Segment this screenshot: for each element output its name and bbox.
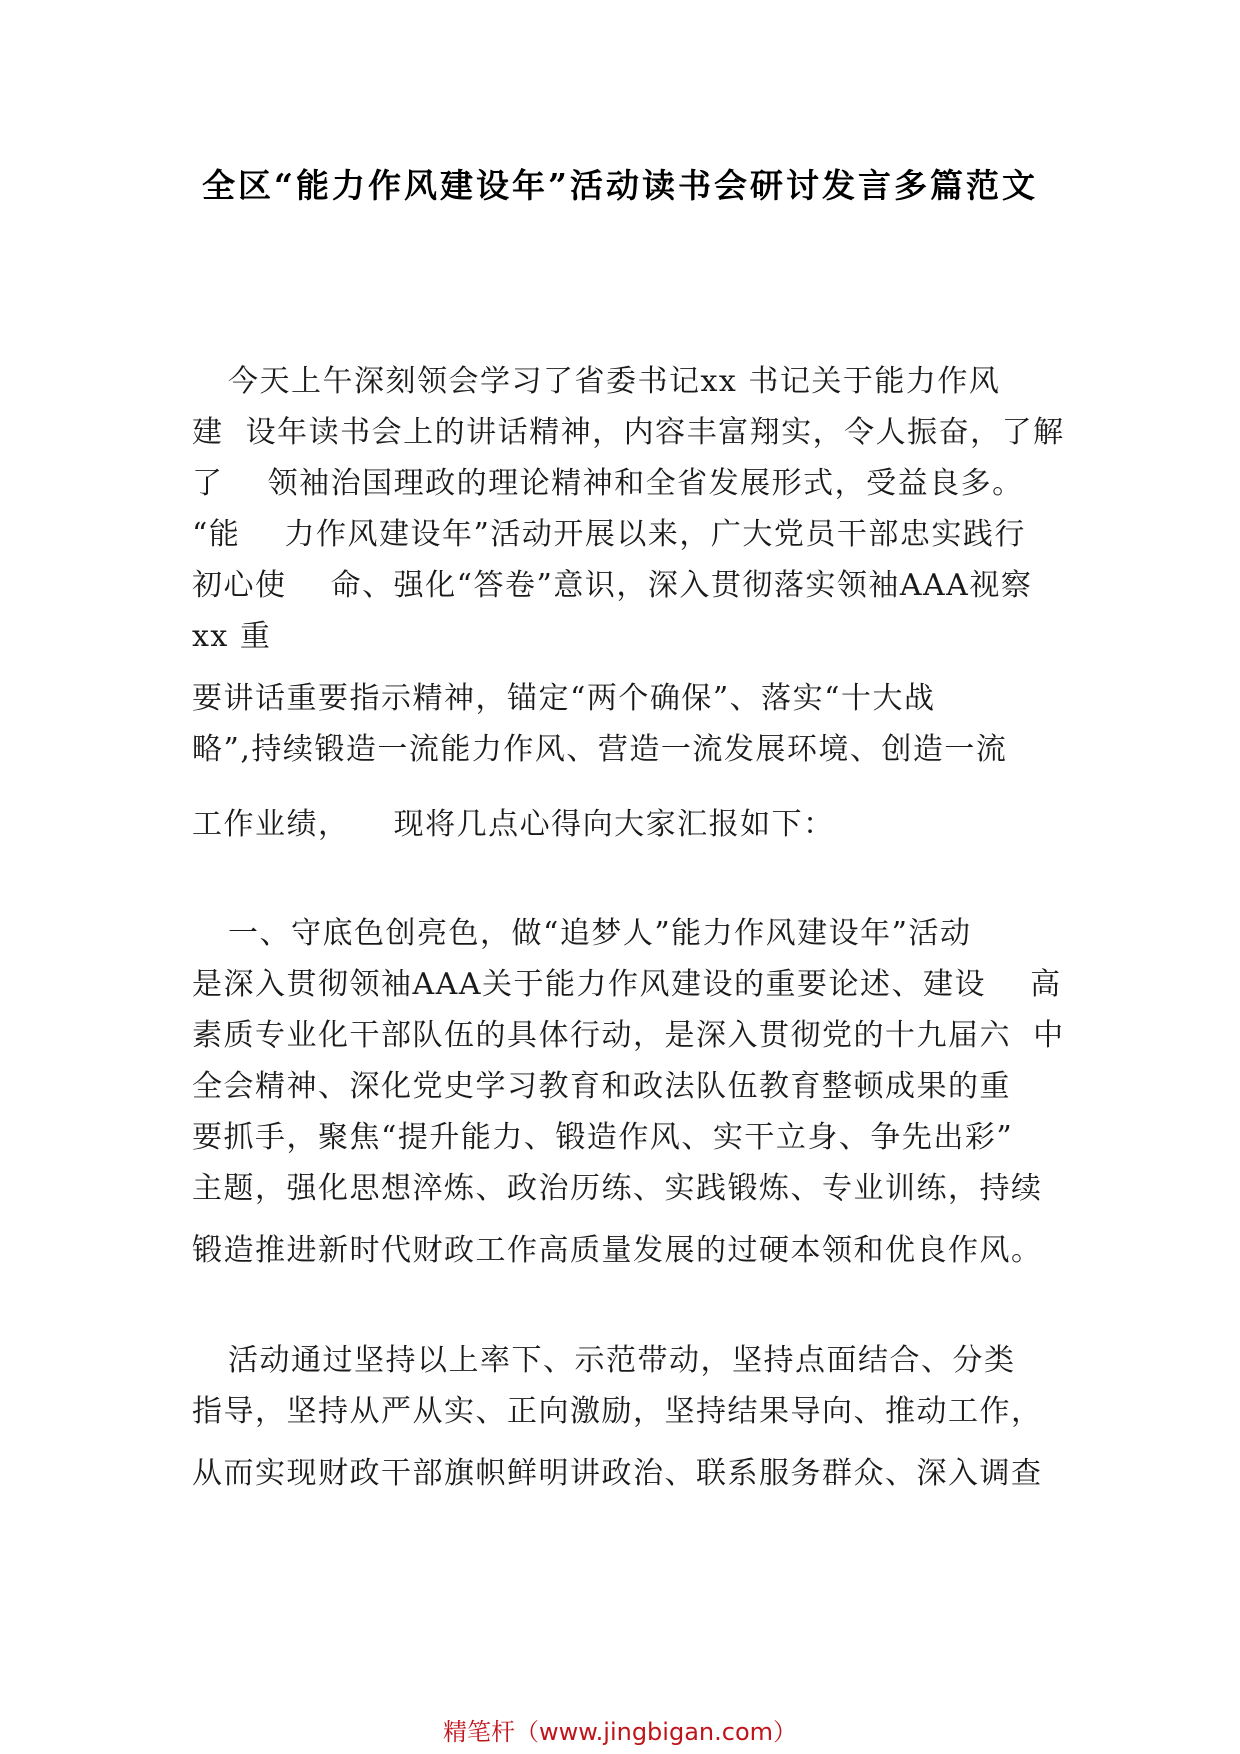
- document-title: 全区“能力作风建设年”活动读书会研讨发言多篇范文: [202, 166, 1038, 205]
- body-line: 略”,持续锻造一流能力作风、营造一流发展环境、创造一流: [192, 732, 1008, 767]
- body-line: 指导，坚持从严从实、正向激励，坚持结果导向、推动工作，: [192, 1394, 1043, 1429]
- body-line: 要讲话重要指示精神，锚定“两个确保”、落实“十大战: [192, 681, 936, 716]
- body-line: xx 重: [192, 619, 272, 654]
- body-line: 主题，强化思想淬炼、政治历练、实践锻炼、专业训练，持续: [192, 1171, 1043, 1206]
- body-line: 了 领袖治国理政的理论精神和全省发展形式，受益良多。: [192, 466, 1024, 501]
- body-line: 建 设年读书会上的讲话精神，内容丰富翔实，令人振奋，了解: [192, 415, 1065, 450]
- body-line: 要抓手，聚焦“提升能力、锻造作风、实干立身、争先出彩”: [192, 1120, 1014, 1155]
- body-line: 一、守底色创亮色，做“追梦人”能力作风建设年”活动: [228, 916, 972, 951]
- body-line: 是深入贯彻领袖AAA关于能力作风建设的重要论述、建设 高: [192, 967, 1062, 1002]
- body-line: “能 力作风建设年”活动开展以来，广大党员干部忠实践行: [192, 517, 1026, 552]
- body-line: 全会精神、深化党史学习教育和政法队伍教育整顿成果的重: [192, 1069, 1011, 1104]
- body-line: 从而实现财政干部旗帜鲜明讲政治、联系服务群众、深入调查: [192, 1456, 1043, 1491]
- body-line: 活动通过坚持以上率下、示范带动，坚持点面结合、分类: [228, 1343, 1016, 1378]
- footer-watermark: 精笔杆（www.jingbigan.com）: [442, 1718, 798, 1746]
- body-line: 今天上午深刻领会学习了省委书记xx 书记关于能力作风: [228, 364, 1001, 399]
- body-line: 锻造推进新时代财政工作高质量发展的过硬本领和优良作风。: [192, 1233, 1043, 1268]
- body-line: 工作业绩， 现将几点心得向大家汇报如下：: [192, 807, 835, 842]
- body-line: 初心使 命、强化“答卷”意识，深入贯彻落实领袖AAA视察: [192, 568, 1033, 603]
- body-line: 素质专业化干部队伍的具体行动，是深入贯彻党的十九届六 中: [192, 1018, 1065, 1053]
